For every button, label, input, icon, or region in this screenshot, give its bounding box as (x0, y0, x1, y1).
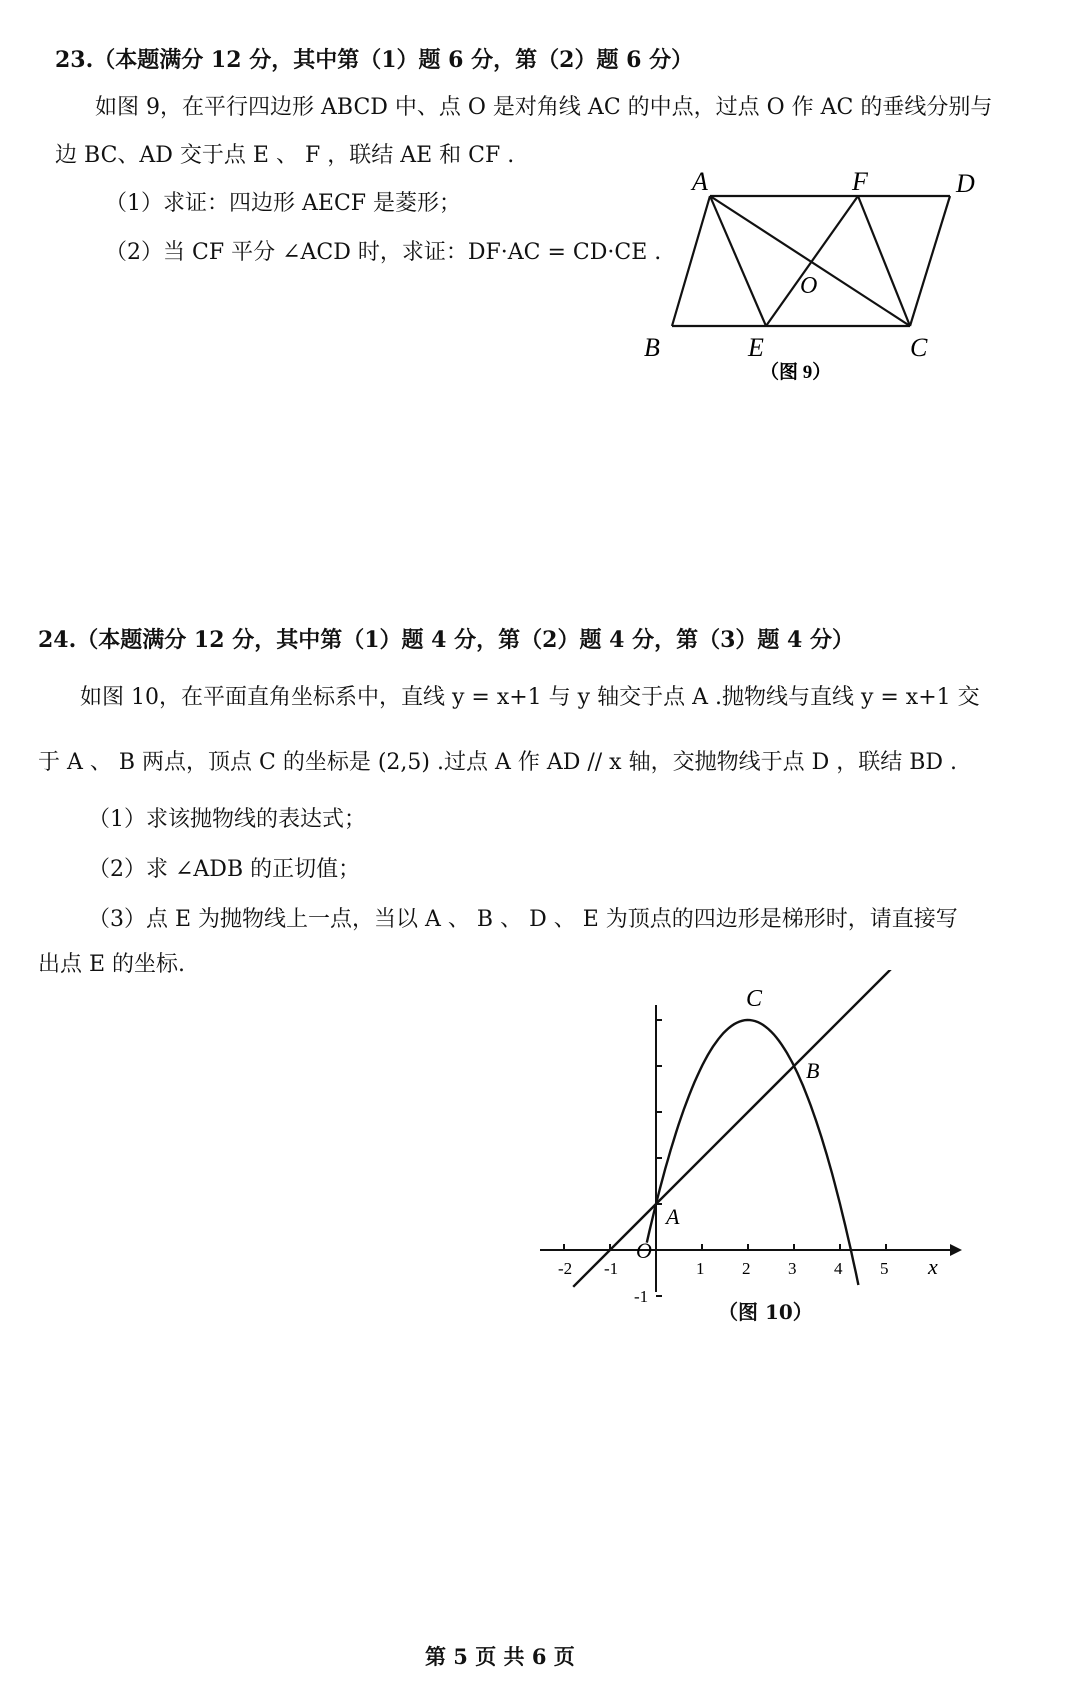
x-tick-label: 1 (696, 1259, 705, 1278)
q23-stem-line1: 如图 9，在平行四边形 ABCD 中、点 O 是对角线 AC 的中点，过点 O 作 AC 的垂线分别与 (95, 95, 993, 120)
label-D: D (956, 169, 975, 198)
figure-9-caption: （图 9） (760, 362, 832, 383)
x-tick-label: 3 (788, 1259, 797, 1278)
label-B: B (644, 333, 660, 362)
figure-10-plot (530, 970, 970, 1340)
label-C: C (910, 333, 928, 362)
diagonal-AC (710, 196, 910, 326)
label-O: O (800, 273, 818, 299)
segment-EF (766, 196, 858, 326)
point-label-C: C (746, 986, 763, 1012)
parallelogram-lines (672, 196, 950, 326)
q24-header: 24.（本题满分 12 分，其中第（1）题 4 分，第（2）题 4 分，第（3）题 4 分） (38, 627, 855, 653)
axes-group (540, 1005, 962, 1292)
q23-header: 23.（本题满分 12 分，其中第（1）题 6 分，第（2）题 6 分） (55, 47, 694, 73)
x-tick-label: 5 (880, 1259, 889, 1278)
x-tick-label: 2 (742, 1259, 751, 1278)
x-tick-label: 4 (834, 1259, 843, 1278)
segment-AB (672, 196, 710, 326)
x-tick-label: -2 (558, 1259, 573, 1278)
x-tick-labels (558, 1259, 889, 1278)
point-label-B: B (806, 1058, 820, 1083)
label-E: E (748, 333, 764, 362)
x-tick-label: -1 (604, 1259, 619, 1278)
q24-part2: （2）求 ∠ADB 的正切值； (88, 857, 361, 882)
line-y-equals-x-plus-1 (573, 970, 904, 1287)
page-footer: 第 5 页 共 6 页 (425, 1644, 575, 1669)
y-tick-label-minus-1: -1 (634, 1287, 649, 1306)
origin-label: O (636, 1238, 652, 1263)
q24-stem-line1: 如图 10，在平面直角坐标系中，直线 y = x+1 与 y 轴交于点 A .抛物线与直线 y = x+1 交 (80, 685, 980, 710)
q23-part2: （2）当 CF 平分 ∠ACD 时，求证：DF·AC = CD·CE . (105, 240, 662, 265)
segment-FC (858, 196, 910, 326)
q24-part1: （1）求该抛物线的表达式； (88, 807, 366, 832)
x-axis-label: x (928, 1254, 938, 1279)
label-F: F (852, 167, 868, 196)
label-A: A (692, 167, 708, 196)
q24-part3-line1: （3）点 E 为抛物线上一点，当以 A 、 B 、 D 、 E 为顶点的四边形是梯形时，请直接写 (88, 907, 958, 932)
q23-part1: （1）求证：四边形 AECF 是菱形； (105, 191, 462, 216)
q24-stem-line2: 于 A 、 B 两点，顶点 C 的坐标是 (2,5) .过点 A 作 AD // x 轴，交抛物线于点 D ，联结 BD . (38, 750, 957, 775)
figure-9 (630, 160, 1010, 390)
segment-DC (910, 196, 950, 326)
q23-stem-line2: 边 BC、AD 交于点 E 、 F ，联结 AE 和 CF . (55, 143, 515, 168)
tick-marks (564, 1020, 886, 1296)
parabola-curve (647, 1020, 859, 1285)
q24-part3-line2: 出点 E 的坐标. (38, 952, 186, 977)
figure-10-caption: （图 10） (718, 1300, 813, 1324)
point-label-A: A (666, 1204, 680, 1229)
x-axis-arrow (950, 1244, 962, 1256)
